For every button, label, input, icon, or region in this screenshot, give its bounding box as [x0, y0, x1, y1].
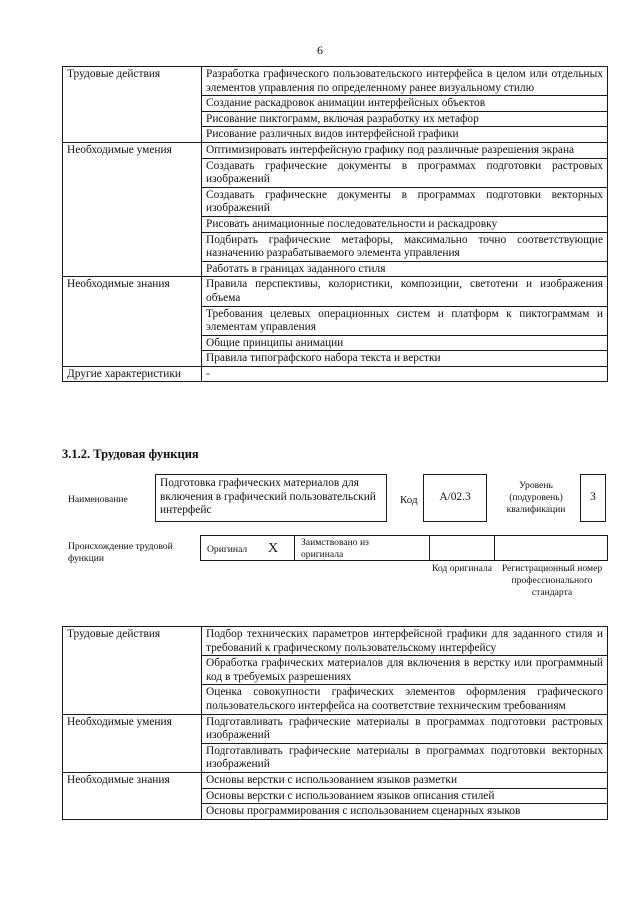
- row-item: Оценка совокупности графических элементов оформления графического пользовательского интерфейса на соответствие техническим требованиям: [202, 685, 608, 714]
- table-2-body: [63, 627, 608, 820]
- original-code-cell: [429, 535, 495, 561]
- borrowed-cell: [294, 535, 430, 561]
- name-label: Наименование: [68, 494, 128, 505]
- row-item: Создание раскадровок анимации интерфейсных объектов: [202, 96, 608, 112]
- origin-label: Происхождение трудовой функции: [68, 541, 173, 564]
- row-label: Необходимые умения: [63, 714, 202, 772]
- function-name-box: [155, 474, 387, 522]
- row-item: Основы верстки с использованием языков описания стилей: [202, 788, 608, 804]
- row-item: -: [202, 366, 608, 382]
- table-row: [63, 714, 608, 743]
- row-label: Необходимые знания: [63, 277, 202, 367]
- row-item: Работать в границах заданного стиля: [202, 261, 608, 277]
- row-item: Основы верстки с использованием языков разметки: [202, 772, 608, 788]
- row-item: Рисование различных видов интерфейсной графики: [202, 127, 608, 143]
- row-label: Трудовые действия: [63, 67, 202, 143]
- row-item: Обработка графических материалов для включения в верстку или программный код в требуемых разрешениях: [202, 656, 608, 685]
- labor-function-table-1: [62, 66, 608, 382]
- row-item: Подготавливать графические материалы в программах подготовки растровых изображений: [202, 714, 608, 743]
- row-item: Подготавливать графические материалы в программах подготовки векторных изображений: [202, 743, 608, 772]
- table-row: [63, 772, 608, 788]
- table-row: [63, 67, 608, 96]
- function-name-value: Подготовка графических материалов для включения в графический пользовательский интерфейс: [160, 477, 376, 517]
- labor-function-table-2: [62, 626, 608, 820]
- code-box: [423, 474, 487, 522]
- row-item: Общие принципы анимации: [202, 335, 608, 351]
- code-value: A/02.3: [439, 491, 471, 503]
- row-item: Создавать графические документы в программах подготовки растровых изображений: [202, 158, 608, 187]
- row-item: Оптимизировать интерфейсную графику под различные разрешения экрана: [202, 142, 608, 158]
- row-item: Правила типографского набора текста и верстки: [202, 351, 608, 367]
- original-mark: X: [268, 541, 279, 556]
- table-row: [63, 277, 608, 306]
- row-label: Необходимые умения: [63, 142, 202, 276]
- level-box: [580, 474, 606, 522]
- row-item: Подбор технических параметров интерфейсной графики для заданного стиля и требований к графическому пользовательскому интерфейсу: [202, 627, 608, 656]
- table-1-body: [63, 67, 608, 382]
- table-row: [63, 627, 608, 656]
- section-title: 3.1.2. Трудовая функция: [62, 447, 199, 461]
- row-item: Правила перспективы, колористики, композиции, светотени и изображения объема: [202, 277, 608, 306]
- row-item: Рисовать анимационные последовательности и раскадровку: [202, 216, 608, 232]
- reg-number-cell: [494, 535, 608, 561]
- borrowed-label: Заимствовано из оригинала: [301, 537, 369, 560]
- row-item: Создавать графические документы в программах подготовки векторных изображений: [202, 187, 608, 216]
- row-label: Трудовые действия: [63, 627, 202, 715]
- original-cell: [200, 535, 295, 561]
- row-item: Разработка графического пользовательского интерфейса в целом или отдельных элементов управления по определенному ранее визуальному стилю: [202, 67, 608, 96]
- row-label: Необходимые знания: [63, 772, 202, 819]
- row-item: Подбирать графические метафоры, максимально точно соответствующие назначению разрабатываемого элемента управления: [202, 232, 608, 261]
- original-label: Оригинал: [207, 544, 248, 555]
- table-row: [63, 366, 608, 382]
- code-original-label: Код оригинала: [431, 563, 493, 574]
- row-label: Другие характеристики: [63, 366, 202, 382]
- row-item: Рисование пиктограмм, включая разработку их метафор: [202, 111, 608, 127]
- code-label: Код: [400, 494, 418, 506]
- level-value: 3: [590, 491, 596, 503]
- row-item: Основы программирования с использованием сценарных языков: [202, 804, 608, 820]
- row-item: Требования целевых операционных систем и платформ к пиктограммам и элементам управления: [202, 306, 608, 335]
- reg-number-label: Регистрационный номер профессионального стандарта: [501, 563, 603, 598]
- table-row: [63, 142, 608, 158]
- page-number: 6: [317, 43, 323, 57]
- level-label: Уровень (подуровень) квалификации: [506, 480, 566, 515]
